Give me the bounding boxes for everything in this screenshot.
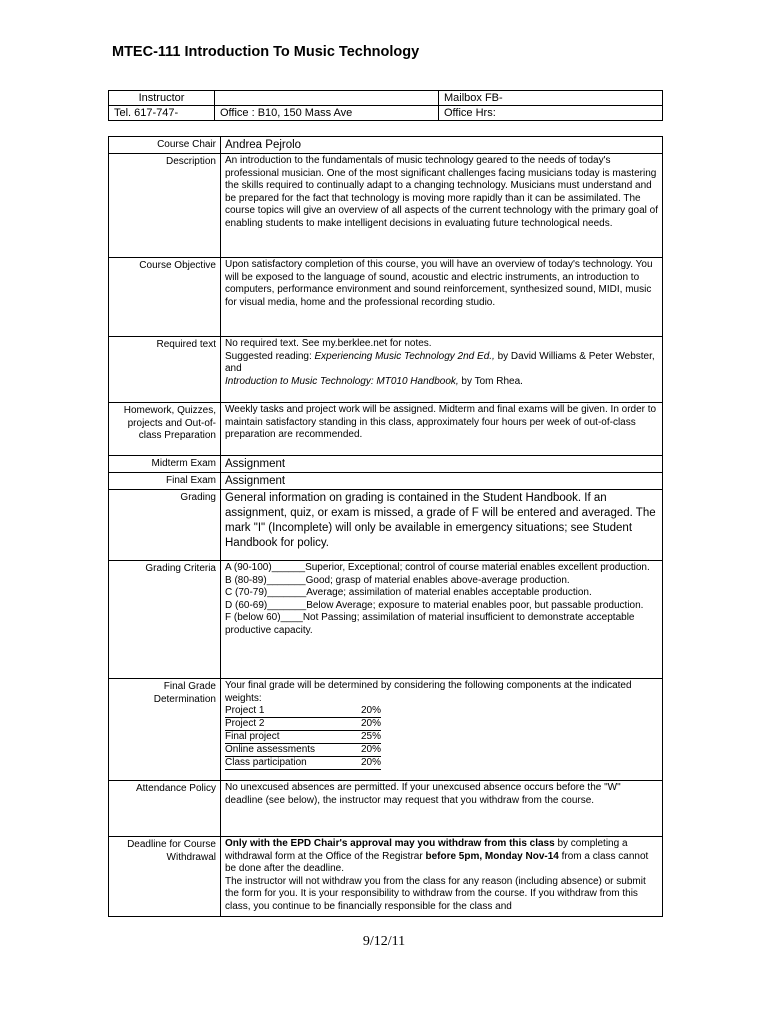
row-withdrawal: [109, 837, 663, 917]
grade-blank: _______: [266, 574, 306, 586]
row-course-objective: [109, 258, 663, 337]
attendance-label: Attendance Policy: [109, 781, 221, 837]
weight-percent: 20%: [355, 718, 381, 731]
row-required-text: [109, 337, 663, 403]
grading-criteria-label: Grading Criteria: [109, 561, 221, 679]
grade-line-f: [225, 612, 659, 637]
grade-description: Good; grasp of material enables above-average production.: [305, 574, 570, 586]
grading-value: General information on grading is contained in the Student Handbook. If an assignment, quiz, or exam is missed, a grade of F will be entered and averaged. The mark "I" (Incomplete) will only be available in emergency situations; see Student Handbook for policy.: [221, 490, 663, 561]
weight-row: [225, 718, 381, 731]
grade-blank: _______: [267, 599, 307, 611]
course-chair-value: Andrea Pejrolo: [221, 137, 663, 154]
withdrawal-label: Deadline for Course Withdrawal: [109, 837, 221, 917]
weight-row: [225, 744, 381, 757]
instructor-name-cell: [215, 91, 439, 106]
grade-label: A (90-100): [225, 562, 272, 573]
grade-label: B (80-89): [225, 574, 267, 586]
row-attendance: [109, 781, 663, 837]
withdrawal-value: [221, 837, 663, 917]
final-exam-value: Assignment: [221, 473, 663, 490]
midterm-exam-label: Midterm Exam: [109, 456, 221, 473]
suggested-reading: [225, 351, 659, 376]
homework-value: Weekly tasks and project work will be assigned. Midterm and final exams will be given. In order to maintain satisfactory standing in this class, approximately four hours per week of out-of-class preparation are recommended.: [221, 403, 663, 456]
grade-blank: _______: [267, 587, 307, 599]
final-grade-value: [221, 679, 663, 781]
course-objective-value: Upon satisfactory completion of this course, you will have an overview of today's technology. You will be exposed to the language of sound, acoustic and electric instruments, an introduction to computers, performance environment and sound reinforcement, synthesized sound, MIDI, music for visual media, home and the professional recording studio.: [221, 258, 663, 337]
office-cell: Office : B10, 150 Mass Ave: [215, 106, 439, 121]
header-row-1: [109, 91, 663, 106]
grade-description: Below Average; exposure to material enables poor, but passable production.: [306, 599, 644, 611]
required-text-value: [221, 337, 663, 403]
grade-line-c: [225, 587, 659, 600]
withdrawal-paragraph-2: The instructor will not withdraw you from the class for any reason (including absence) or submit the form for you. It is your responsibility to withdraw from the course. If you withdraw from this class, you continue to be financially responsible for the class and: [225, 875, 646, 912]
grade-description: Not Passing; assimilation of material insufficient to demonstrate acceptable productive capacity.: [225, 612, 635, 636]
row-grading-criteria: [109, 561, 663, 679]
footer-date: 9/12/11: [362, 934, 406, 949]
weight-name: Class participation: [225, 757, 355, 770]
course-info-table: [108, 136, 663, 917]
required-text-note: No required text. See my.berklee.net for notes.: [225, 338, 432, 349]
attendance-value: No unexcused absences are permitted. If your unexcused absence occurs before the "W" deadline (see below), the instructor may request that you withdraw from the course.: [221, 781, 663, 837]
weight-row: [225, 757, 381, 770]
grade-blank: ____: [280, 612, 303, 624]
mailbox-cell: Mailbox FB-: [439, 91, 663, 106]
weight-name: Online assessments: [225, 744, 355, 757]
row-description: [109, 154, 663, 258]
course-objective-label: Course Objective: [109, 258, 221, 337]
final-grade-label: Final Grade Determination: [109, 679, 221, 781]
weight-percent: 20%: [355, 705, 381, 718]
withdrawal-text-1: by completing a withdrawal form at the Office of the Registrar: [225, 838, 628, 862]
grade-line-a: [225, 562, 659, 575]
homework-label: Homework, Quizzes, projects and Out-of-class Preparation: [109, 403, 221, 456]
required-text-label: Required text: [109, 337, 221, 403]
grade-line-b: [225, 575, 659, 588]
office-hours-cell: Office Hrs:: [439, 106, 663, 121]
header-row-2: [109, 106, 663, 121]
grading-criteria-value: [221, 561, 663, 679]
grade-label: C (70-79): [225, 587, 268, 599]
description-value: An introduction to the fundamentals of music technology geared to the needs of today's professional musician. One of the most significant challenges facing musicians today is mastering the skills required to continually adapt to a changing technology. Musicians must understand and be prepared for the fact that technology is moving more rapidly than it can be assimilated. The course topics will give an overview of all aspects of the current technology with the primary goal of enabling students to make intelligent decisions in evaluating future technological needs.: [221, 154, 663, 258]
page-title: MTEC-111 Introduction To Music Technology: [112, 44, 420, 60]
description-label: Description: [109, 154, 221, 258]
weight-row: [225, 705, 381, 718]
course-chair-label: Course Chair: [109, 137, 221, 154]
final-exam-label: Final Exam: [109, 473, 221, 490]
grade-description: Superior, Exceptional; control of course material enables excellent production.: [305, 562, 650, 573]
book-title-1: Experiencing Music Technology 2nd Ed.,: [314, 350, 495, 362]
grade-label: F (below 60): [225, 612, 281, 624]
row-final-exam: [109, 473, 663, 490]
weight-name: Final project: [225, 731, 355, 744]
weight-percent: 25%: [355, 731, 381, 744]
suggested-reading-2: [225, 376, 659, 389]
row-final-grade: [109, 679, 663, 781]
suggested-reading-prefix: Suggested reading:: [225, 350, 315, 362]
midterm-exam-value: Assignment: [221, 456, 663, 473]
withdrawal-bold-1: Only with the EPD Chair's approval may you withdraw from this class: [225, 838, 555, 849]
book-author-1: by David Williams & Peter Webster, and: [225, 350, 655, 375]
telephone-cell: Tel. 617-747-: [109, 106, 215, 121]
row-grading: [109, 490, 663, 561]
weight-name: Project 1: [225, 705, 355, 718]
grading-label: Grading: [109, 490, 221, 561]
instructor-label: Instructor: [109, 91, 215, 106]
row-homework: [109, 403, 663, 456]
withdrawal-deadline: before 5pm, Monday Nov-14: [425, 850, 559, 862]
weight-percent: 20%: [355, 757, 381, 770]
withdrawal-text-2: from a class cannot be done after the deadline.: [225, 850, 649, 875]
grade-line-d: [225, 600, 659, 613]
weight-row: [225, 731, 381, 744]
book-author-2: by Tom Rhea.: [458, 375, 523, 387]
row-midterm-exam: [109, 456, 663, 473]
weight-name: Project 2: [225, 718, 355, 731]
row-course-chair: [109, 137, 663, 154]
grade-label: D (60-69): [225, 599, 268, 611]
instructor-header-table: [108, 90, 663, 121]
book-title-2: Introduction to Music Technology: MT010 Handbook,: [225, 375, 459, 387]
weights-table: [225, 705, 381, 770]
grade-blank: ______: [271, 562, 306, 573]
withdrawal-paragraph-1: [225, 838, 659, 876]
final-grade-intro: Your final grade will be determined by considering the following components at the indicated weights:: [225, 680, 632, 704]
weight-percent: 20%: [355, 744, 381, 757]
grade-description: Average; assimilation of material enables acceptable production.: [306, 587, 592, 599]
